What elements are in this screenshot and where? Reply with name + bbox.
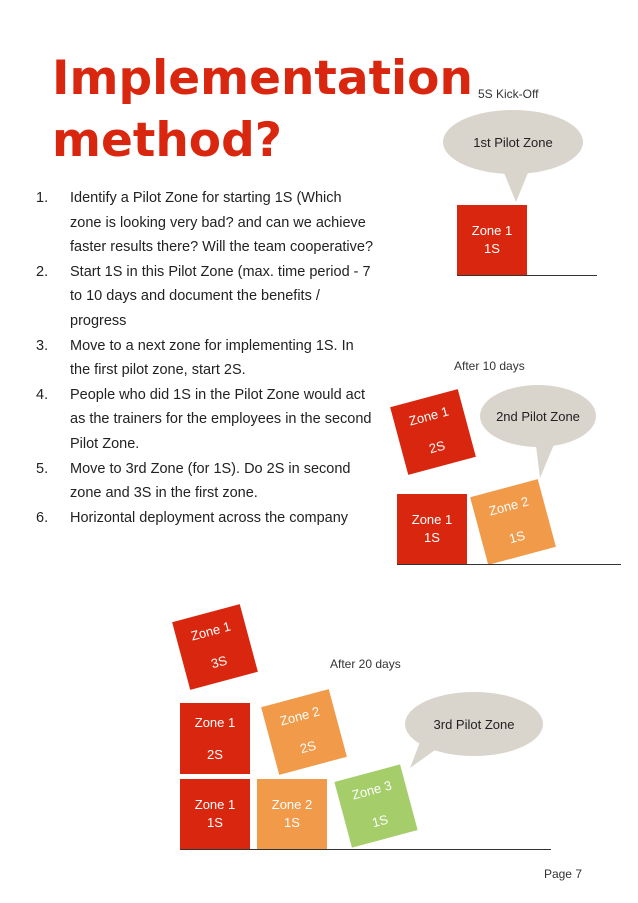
zone-1-box bbox=[397, 494, 467, 564]
zone-name: Zone 1 bbox=[194, 714, 236, 730]
kickoff-caption: 5S Kick-Off bbox=[478, 87, 539, 101]
bubble-label: 3rd Pilot Zone bbox=[433, 716, 515, 732]
zone-1-box bbox=[457, 205, 527, 275]
ground-line bbox=[397, 564, 621, 565]
zone-level: 2S bbox=[427, 437, 447, 457]
steps-list bbox=[36, 186, 376, 530]
page-number: Page 7 bbox=[543, 867, 582, 881]
zone-name: Zone 1 bbox=[194, 797, 236, 812]
zone-name: Zone 2 bbox=[487, 493, 531, 519]
list-item bbox=[36, 383, 376, 457]
step-number: 1. bbox=[36, 190, 49, 206]
after-20-caption: After 20 days bbox=[330, 657, 401, 671]
title-line-1: Implementation bbox=[52, 51, 473, 106]
zone-level: 3S bbox=[209, 652, 229, 672]
zone-name: Zone 1 bbox=[407, 403, 451, 429]
zone-level: 1S bbox=[507, 527, 527, 547]
zone-level: 1S bbox=[370, 811, 390, 831]
list-item bbox=[36, 260, 376, 334]
list-item bbox=[36, 457, 376, 506]
zone-name: Zone 1 bbox=[189, 618, 233, 644]
bubble-label: 2nd Pilot Zone bbox=[496, 408, 580, 424]
after-10-caption: After 10 days bbox=[454, 359, 525, 373]
ground-line bbox=[457, 275, 597, 276]
step-text: Start 1S in this Pilot Zone (max. time period - 7 to 10 days and document the benefits / progress bbox=[70, 263, 371, 329]
zone-level: 1S bbox=[484, 241, 500, 256]
zone-level: 2S bbox=[207, 746, 223, 762]
step-text: Move to a next zone for implementing 1S. In the first pilot zone, start 2S. bbox=[70, 337, 354, 379]
zone-2-tilted-box bbox=[470, 479, 556, 565]
zone-level: 2S bbox=[298, 737, 318, 757]
zone-1-tilted-box bbox=[172, 604, 258, 690]
zone-name: Zone 1 bbox=[411, 512, 453, 527]
zone-name: Zone 2 bbox=[271, 797, 313, 812]
zone-2-box bbox=[257, 779, 327, 849]
step-text: People who did 1S in the Pilot Zone would act as the trainers for the employees in the second Pilot Zone. bbox=[70, 386, 372, 452]
step-number: 2. bbox=[36, 263, 49, 280]
step-number: 4. bbox=[36, 386, 49, 403]
zone-1-tilted-box bbox=[390, 389, 476, 475]
zone-level: 1S bbox=[424, 530, 440, 545]
speech-bubble-1st-pilot bbox=[443, 110, 583, 174]
page-title bbox=[52, 48, 473, 172]
title-line-2: method? bbox=[52, 113, 282, 168]
zone-level: 1S bbox=[284, 815, 300, 830]
list-item bbox=[36, 506, 376, 531]
speech-bubble-3rd-pilot bbox=[405, 692, 543, 756]
step-text: Identify a Pilot Zone for starting 1S (Which zone is looking very bad? and can we achieve faster results there? Will the team cooperative? bbox=[70, 190, 374, 256]
zone-3-tilted-box bbox=[334, 764, 417, 847]
zone-2-tilted-box bbox=[261, 689, 347, 775]
zone-name: Zone 1 bbox=[471, 223, 513, 238]
zone-name: Zone 2 bbox=[278, 703, 322, 729]
zone-name: Zone 3 bbox=[350, 777, 394, 803]
zone-1-box bbox=[180, 779, 250, 849]
speech-bubble-2nd-pilot bbox=[480, 385, 596, 447]
bubble-label: 1st Pilot Zone bbox=[473, 134, 553, 150]
zone-1-mid-box bbox=[180, 703, 250, 774]
list-item bbox=[36, 186, 376, 260]
step-text: Move to 3rd Zone (for 1S). Do 2S in second zone and 3S in the first zone. bbox=[70, 460, 351, 502]
ground-line bbox=[180, 849, 551, 850]
list-item bbox=[36, 334, 376, 383]
step-text: Horizontal deployment across the company bbox=[70, 509, 349, 526]
step-number: 3. bbox=[36, 337, 49, 354]
step-number: 5. bbox=[36, 460, 49, 477]
step-number: 6. bbox=[36, 509, 49, 526]
zone-level: 1S bbox=[207, 815, 223, 830]
